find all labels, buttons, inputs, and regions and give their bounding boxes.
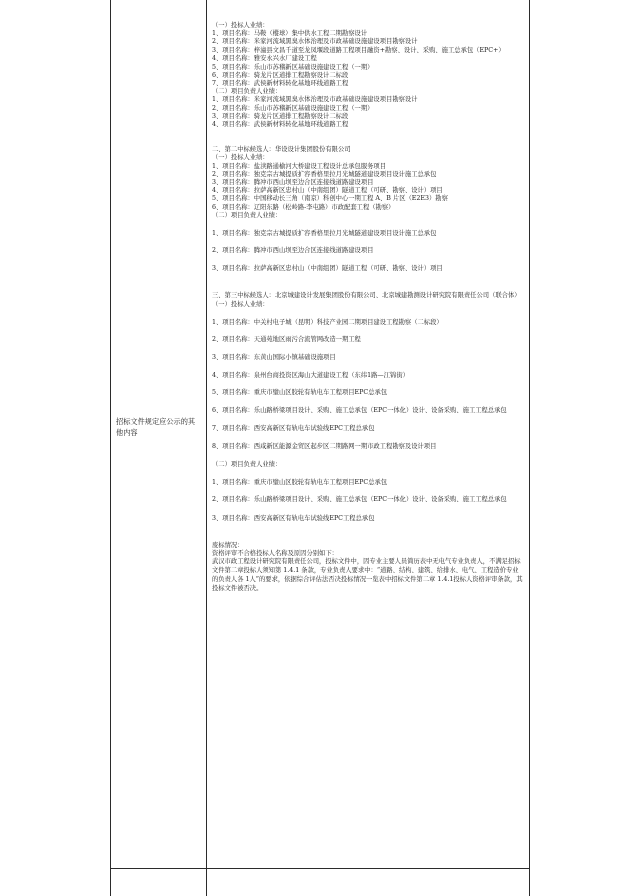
content-line: 7、项目名称：西安高新区有轨电车试验线EPC工程总承包 <box>212 425 375 433</box>
content-line: 2、项目名称：乐山路桥梁项目设计、采购、施工总承包（EPC一体化）设计、设备采购、施工工程总承包 <box>212 496 507 504</box>
content-line: 1、项目名称：独克宗古城提质扩容香格里拉月光城隧道建设项目设计施工总承包 <box>212 229 437 237</box>
content-line: 5、项目名称：乐山市苏稽新区基础设施建设工程（一期） <box>212 63 374 71</box>
content-line: 3、项目名称：拉萨高新区忠村山（中南组团）隧道工程（可研、勘察、设计）项目 <box>212 264 443 272</box>
content-line: 3、项目名称：东黄山国际小镇基础设施项目 <box>212 354 336 362</box>
content-line: 3、项目名称：骑龙片区道排工程勘察设计二标段 <box>212 112 349 120</box>
table-border-right <box>529 0 530 896</box>
content-line: 4、项目名称：武侯新材料转化基地环线道路工程 <box>212 121 349 129</box>
content-line: 2、项目名称：天通苑地区雨污合流管网改造一期工程 <box>212 336 361 344</box>
content-line: 3、项目名称：梓潼县文昌千道至龙凤堰段道路工程项目融资+勘察、设计、采购、施工总承包（EPC+） <box>212 46 505 54</box>
content-line: 2、项目名称：腾冲市西山坝至边合区连接线道路建设项目 <box>212 247 374 255</box>
content-line: 6、项目名称：骑龙片区道排工程勘察设计二标段 <box>212 71 349 79</box>
content-line: 5、项目名称：重庆市璧山区胶轮有轨电车工程项目EPC总承包 <box>212 389 388 397</box>
content-line: 4、项目名称：拉萨高新区忠村山（中南组团）隧道工程（可研、勘察、设计）项目 <box>212 187 443 195</box>
content-line: 1、项目名称：重庆市璧山区胶轮有轨电车工程项目EPC总承包 <box>212 478 388 486</box>
content-line: 6、项目名称：乐山路桥梁项目设计、采购、施工总承包（EPC一体化）设计、设备采购、施工工程总承包 <box>212 407 507 415</box>
content-line: 6、项目名称：辽阳东路（松岭路-李屯路）市政配套工程（勘察） <box>212 203 395 211</box>
content-line: （一）投标人业绩： <box>212 22 269 29</box>
content-line: （一）投标人业绩： <box>212 154 269 162</box>
content-line: 5、项目名称：中国移动长三角（南京）科创中心一期工程 A、B 片区（E2E3）勘察 <box>212 195 448 203</box>
content-line: （二）项目负责人业绩： <box>212 460 282 468</box>
table-border-middle <box>206 0 207 896</box>
table-border-left <box>110 0 111 896</box>
content-line: 4、项目名称：雅安永兴水厂建设工程 <box>212 55 317 63</box>
content-line: 2、项目名称：乐山市苏稽新区基础设施建设工程（一期） <box>212 104 374 112</box>
content-line: 1、项目名称：中关村电子城（昆明）科技产业园二期项目建设工程勘察（二标段） <box>212 318 443 326</box>
content-line: 二、第二中标候选人：华设设计集团股份有限公司 <box>212 146 351 154</box>
content-line: 2、项目名称：独克宗古城提质扩容香格里拉月光城隧道建设项目设计施工总承包 <box>212 170 437 178</box>
content-cell <box>212 22 524 593</box>
content-line: 废标情况： <box>212 541 244 549</box>
content-line: 3、项目名称：西安高新区有轨电车试验线EPC工程总承包 <box>212 514 375 522</box>
content-line: 1、项目名称：盐渎路通榆河大桥建设工程设计总承包服务项目 <box>212 162 387 170</box>
content-line: （二）项目负责人业绩： <box>212 211 282 219</box>
content-line: 2、项目名称：米家河流域黑臭水体治理及市政基础设施建设项目勘察设计 <box>212 38 418 46</box>
content-line: 1、项目名称：马鞍（樅球）集中供水工程二期勘察设计 <box>212 30 368 38</box>
content-line: 1、项目名称：米家河流域黑臭水体治理及市政基础设施建设项目勘察设计 <box>212 96 418 104</box>
content-line: 三、第三中标候选人：北京城建设计发展集团股份有限公司、北京城建勘测设计研究院有限责任公司（联合体） <box>212 292 521 300</box>
content-line: （二）项目负责人业绩： <box>212 88 282 96</box>
content-line: （一）投标人业绩： <box>212 300 269 308</box>
row-label: 招标文件规定应公示的其他内容 <box>116 417 196 437</box>
content-line: 4、项目名称：泉州台商投资区海山大道建设工程（东纬1路—江锦街） <box>212 371 409 379</box>
content-line: 7、项目名称：武侯新材料转化基地环线道路工程 <box>212 80 349 88</box>
table-row-divider <box>110 868 530 869</box>
content-line: 8、项目名称：西咸新区能源金贸区起步区二期路网一期市政工程勘察及设计项目 <box>212 443 437 451</box>
content-line: 3、项目名称：腾冲市西山坝至边合区连接线道路建设项目 <box>212 179 374 187</box>
content-line: 武汉市政工程设计研究院有限责任公司，投标文件中，因专业主要人员简历表中无电气专业负责人，不满足招标文件第二章投标人须知第 1.4.1 条款，专业负责人要求中：“道路、结构、建筑、给排水、电气、工程造价专业的负责人各 1人”的要求，依据综合评估法否决投标情况一览表中招标文件第二章 1.4.1投标人资格评审条款，其投标文件被否决。 <box>212 558 523 592</box>
content-line: 资格评审不合格投标人名称及原因分别如下： <box>212 550 338 557</box>
